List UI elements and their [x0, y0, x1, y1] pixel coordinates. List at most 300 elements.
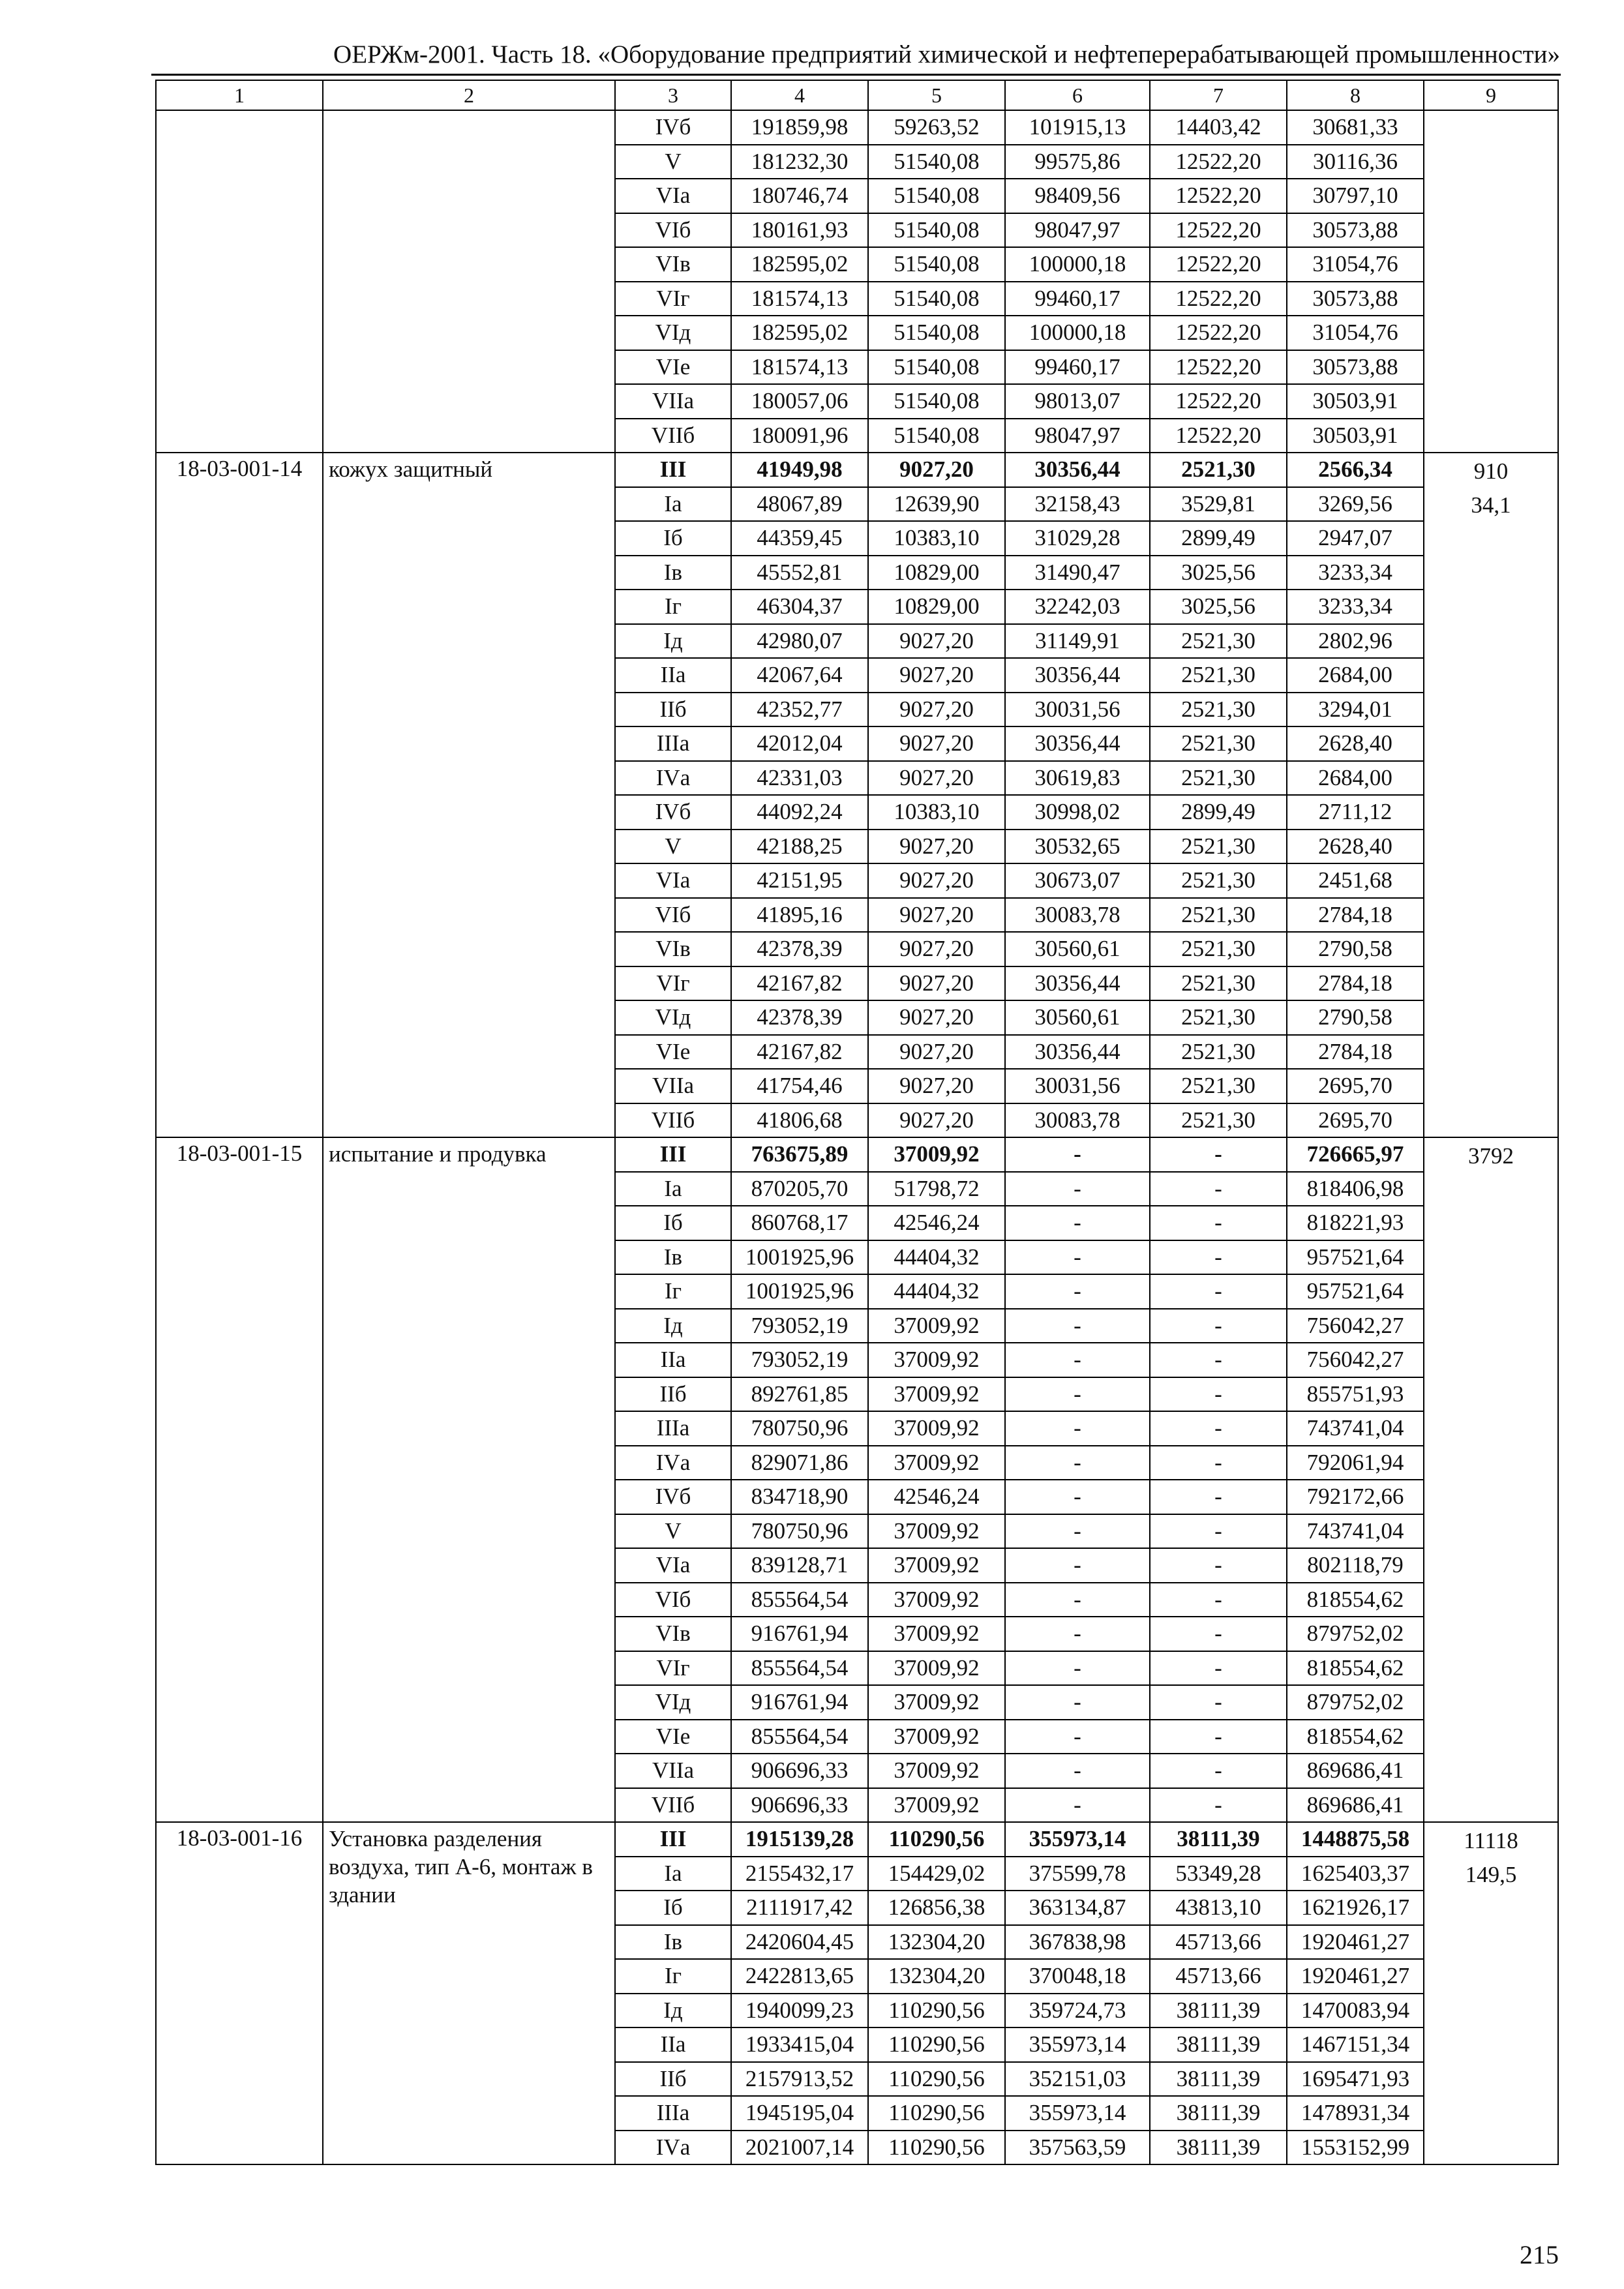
value-cell: 110290,56 — [868, 1822, 1005, 1857]
zone-cell: VIд — [615, 1685, 731, 1720]
value-cell: 892761,85 — [731, 1377, 868, 1412]
value-cell: 37009,92 — [868, 1548, 1005, 1583]
value-cell: 855564,54 — [731, 1720, 868, 1754]
value-cell: 30356,44 — [1005, 966, 1150, 1001]
zone-cell: III — [615, 453, 731, 487]
zone-cell: Iа — [615, 1857, 731, 1891]
zone-cell: VIб — [615, 213, 731, 248]
value-cell: 12522,20 — [1150, 247, 1287, 282]
value-cell: 38111,39 — [1150, 2027, 1287, 2062]
value-cell: - — [1150, 1754, 1287, 1788]
table-body — [156, 80, 1558, 2164]
value-cell: 42378,39 — [731, 1000, 868, 1035]
value-cell: 2521,30 — [1150, 761, 1287, 796]
value-cell: 829071,86 — [731, 1446, 868, 1480]
value-cell: - — [1005, 1172, 1150, 1206]
zone-cell: VIа — [615, 1548, 731, 1583]
value-cell: - — [1005, 1343, 1150, 1377]
value-cell: 98047,97 — [1005, 213, 1150, 248]
value-cell: 110290,56 — [868, 2062, 1005, 2097]
value-cell: 37009,92 — [868, 1685, 1005, 1720]
item-code — [156, 110, 323, 453]
value-cell: 132304,20 — [868, 1925, 1005, 1960]
value-cell: 42980,07 — [731, 624, 868, 659]
zone-cell: VIIб — [615, 419, 731, 453]
value-cell: 98013,07 — [1005, 384, 1150, 419]
value-cell: 818406,98 — [1287, 1172, 1424, 1206]
zone-cell: III — [615, 1137, 731, 1172]
value-cell: 30083,78 — [1005, 898, 1150, 933]
value-cell: 180057,06 — [731, 384, 868, 419]
value-cell: 31029,28 — [1005, 521, 1150, 556]
value-cell: 51540,08 — [868, 316, 1005, 350]
column-number: 1 — [156, 80, 323, 110]
value-cell: - — [1005, 1137, 1150, 1172]
value-cell: 99460,17 — [1005, 350, 1150, 385]
zone-cell: IIIа — [615, 726, 731, 761]
unit-value: 34,1 — [1471, 492, 1511, 518]
value-cell: 30503,91 — [1287, 384, 1424, 419]
value-cell: - — [1150, 1583, 1287, 1617]
value-cell: 1478931,34 — [1287, 2096, 1424, 2131]
value-cell: 42331,03 — [731, 761, 868, 796]
zone-cell: IVб — [615, 110, 731, 145]
value-cell: 2899,49 — [1150, 795, 1287, 830]
value-cell: 355973,14 — [1005, 1822, 1150, 1857]
value-cell: 31149,91 — [1005, 624, 1150, 659]
value-cell: 37009,92 — [868, 1137, 1005, 1172]
zone-cell: VIIа — [615, 384, 731, 419]
unit-value: 11118 — [1464, 1828, 1518, 1853]
value-cell: 869686,41 — [1287, 1754, 1424, 1788]
value-cell: 10383,10 — [868, 795, 1005, 830]
page-number: 215 — [1520, 2240, 1559, 2269]
value-cell: - — [1005, 1651, 1150, 1686]
value-cell: 181232,30 — [731, 145, 868, 179]
value-cell: 37009,92 — [868, 1583, 1005, 1617]
value-cell: 110290,56 — [868, 2096, 1005, 2131]
value-cell: - — [1005, 1720, 1150, 1754]
value-cell: - — [1005, 1309, 1150, 1343]
value-cell: 12522,20 — [1150, 282, 1287, 316]
value-cell: 9027,20 — [868, 1035, 1005, 1070]
value-cell: 352151,03 — [1005, 2062, 1150, 2097]
value-cell: 30532,65 — [1005, 830, 1150, 864]
value-cell: 37009,92 — [868, 1446, 1005, 1480]
zone-cell: VIа — [615, 863, 731, 898]
value-cell: 879752,02 — [1287, 1685, 1424, 1720]
value-cell: 30560,61 — [1005, 1000, 1150, 1035]
value-cell: 30560,61 — [1005, 932, 1150, 966]
value-cell: 30797,10 — [1287, 179, 1424, 213]
value-cell: 31490,47 — [1005, 556, 1150, 590]
value-cell: 30673,07 — [1005, 863, 1150, 898]
value-cell: - — [1150, 1377, 1287, 1412]
value-cell: 37009,92 — [868, 1651, 1005, 1686]
zone-cell: Iд — [615, 624, 731, 659]
zone-cell: VIв — [615, 932, 731, 966]
value-cell: - — [1005, 1685, 1150, 1720]
value-cell: 2521,30 — [1150, 453, 1287, 487]
unit-cell — [1424, 1137, 1558, 1822]
zone-cell: VIа — [615, 179, 731, 213]
value-cell: 32158,43 — [1005, 487, 1150, 522]
zone-cell: IIа — [615, 1343, 731, 1377]
value-cell: 780750,96 — [731, 1514, 868, 1549]
value-cell: 1625403,37 — [1287, 1857, 1424, 1891]
value-cell: 370048,18 — [1005, 1959, 1150, 1994]
value-cell: 12522,20 — [1150, 384, 1287, 419]
value-cell: 110290,56 — [868, 2027, 1005, 2062]
value-cell: 763675,89 — [731, 1137, 868, 1172]
value-cell: 42188,25 — [731, 830, 868, 864]
value-cell: 2021007,14 — [731, 2131, 868, 2165]
zone-cell: IIIа — [615, 2096, 731, 2131]
column-number: 5 — [868, 80, 1005, 110]
value-cell: - — [1005, 1514, 1150, 1549]
value-cell: 98047,97 — [1005, 419, 1150, 453]
value-cell: 30083,78 — [1005, 1103, 1150, 1138]
zone-cell: Iа — [615, 1172, 731, 1206]
value-cell: 818554,62 — [1287, 1583, 1424, 1617]
value-cell: 51798,72 — [868, 1172, 1005, 1206]
value-cell: 2790,58 — [1287, 1000, 1424, 1035]
zone-cell: Iб — [615, 1891, 731, 1925]
value-cell: - — [1005, 1240, 1150, 1275]
value-cell: 44404,32 — [868, 1274, 1005, 1309]
unit-cell — [1424, 110, 1558, 453]
value-cell: 1920461,27 — [1287, 1925, 1424, 1960]
value-cell: 3233,34 — [1287, 590, 1424, 624]
value-cell: 51540,08 — [868, 179, 1005, 213]
value-cell: - — [1005, 1446, 1150, 1480]
value-cell: 2521,30 — [1150, 966, 1287, 1001]
value-cell: - — [1150, 1206, 1287, 1240]
value-cell: 855564,54 — [731, 1651, 868, 1686]
value-cell: 30681,33 — [1287, 110, 1424, 145]
zone-cell: VIб — [615, 1583, 731, 1617]
value-cell: 37009,92 — [868, 1309, 1005, 1343]
value-cell: - — [1150, 1137, 1287, 1172]
value-cell: - — [1150, 1309, 1287, 1343]
unit-cell — [1424, 1822, 1558, 2164]
value-cell: - — [1005, 1377, 1150, 1412]
value-cell: 855564,54 — [731, 1583, 868, 1617]
column-number: 9 — [1424, 80, 1558, 110]
value-cell: 37009,92 — [868, 1720, 1005, 1754]
item-name — [323, 110, 615, 453]
value-cell: 793052,19 — [731, 1309, 868, 1343]
value-cell: 2155432,17 — [731, 1857, 868, 1891]
value-cell: 38111,39 — [1150, 2096, 1287, 2131]
value-cell: 2695,70 — [1287, 1103, 1424, 1138]
value-cell: 10383,10 — [868, 521, 1005, 556]
value-cell: 30031,56 — [1005, 1069, 1150, 1103]
value-cell: - — [1150, 1720, 1287, 1754]
value-cell: 792061,94 — [1287, 1446, 1424, 1480]
value-cell: 855751,93 — [1287, 1377, 1424, 1412]
value-cell: 2695,70 — [1287, 1069, 1424, 1103]
unit-value: 3792 — [1468, 1143, 1514, 1169]
value-cell: 9027,20 — [868, 966, 1005, 1001]
value-cell: 44404,32 — [868, 1240, 1005, 1275]
value-cell: - — [1150, 1548, 1287, 1583]
zone-cell: IIа — [615, 2027, 731, 2062]
value-cell: 30998,02 — [1005, 795, 1150, 830]
value-cell: - — [1005, 1617, 1150, 1651]
zone-cell: IVа — [615, 1446, 731, 1480]
column-number: 3 — [615, 80, 731, 110]
value-cell: 2521,30 — [1150, 932, 1287, 966]
value-cell: 957521,64 — [1287, 1274, 1424, 1309]
value-cell: 2521,30 — [1150, 693, 1287, 727]
value-cell: 31054,76 — [1287, 316, 1424, 350]
value-cell: 957521,64 — [1287, 1240, 1424, 1275]
value-cell: 9027,20 — [868, 1103, 1005, 1138]
value-cell: 30573,88 — [1287, 350, 1424, 385]
value-cell: 9027,20 — [868, 693, 1005, 727]
value-cell: 181574,13 — [731, 282, 868, 316]
header-rule — [151, 74, 1561, 76]
zone-cell: Iг — [615, 590, 731, 624]
value-cell: - — [1150, 1651, 1287, 1686]
value-cell: 802118,79 — [1287, 1548, 1424, 1583]
value-cell: 180161,93 — [731, 213, 868, 248]
value-cell: 834718,90 — [731, 1480, 868, 1514]
value-cell: 53349,28 — [1150, 1857, 1287, 1891]
value-cell: 367838,98 — [1005, 1925, 1150, 1960]
zone-cell: VIIа — [615, 1069, 731, 1103]
value-cell: 743741,04 — [1287, 1514, 1424, 1549]
value-cell: 1940099,23 — [731, 1994, 868, 2028]
value-cell: 191859,98 — [731, 110, 868, 145]
zone-cell: VIг — [615, 966, 731, 1001]
column-number: 2 — [323, 80, 615, 110]
value-cell: 2521,30 — [1150, 1000, 1287, 1035]
value-cell: 42352,77 — [731, 693, 868, 727]
value-cell: 42546,24 — [868, 1206, 1005, 1240]
value-cell: 9027,20 — [868, 1069, 1005, 1103]
value-cell: 9027,20 — [868, 830, 1005, 864]
value-cell: 37009,92 — [868, 1411, 1005, 1446]
value-cell: 38111,39 — [1150, 1822, 1287, 1857]
value-cell: 182595,02 — [731, 247, 868, 282]
zone-cell: V — [615, 830, 731, 864]
unit-value: 149,5 — [1465, 1862, 1517, 1887]
value-cell: 42378,39 — [731, 932, 868, 966]
value-cell: 42167,82 — [731, 1035, 868, 1070]
column-number: 6 — [1005, 80, 1150, 110]
value-cell: 98409,56 — [1005, 179, 1150, 213]
value-cell: - — [1005, 1788, 1150, 1823]
value-cell: 363134,87 — [1005, 1891, 1150, 1925]
value-cell: 37009,92 — [868, 1617, 1005, 1651]
zone-cell: III — [615, 1822, 731, 1857]
item-name: испытание и продувка — [323, 1137, 615, 1822]
value-cell: 1467151,34 — [1287, 2027, 1424, 2062]
value-cell: 2628,40 — [1287, 726, 1424, 761]
value-cell: 41949,98 — [731, 453, 868, 487]
value-cell: 743741,04 — [1287, 1411, 1424, 1446]
value-cell: - — [1005, 1480, 1150, 1514]
column-number: 4 — [731, 80, 868, 110]
zone-cell: V — [615, 145, 731, 179]
value-cell: - — [1005, 1411, 1150, 1446]
value-cell: 12522,20 — [1150, 213, 1287, 248]
table-row — [156, 110, 1558, 145]
value-cell: 154429,02 — [868, 1857, 1005, 1891]
value-cell: 2802,96 — [1287, 624, 1424, 659]
value-cell: 2521,30 — [1150, 658, 1287, 693]
value-cell: 30356,44 — [1005, 1035, 1150, 1070]
zone-cell: VIв — [615, 1617, 731, 1651]
value-cell: 9027,20 — [868, 761, 1005, 796]
zone-cell: IVб — [615, 795, 731, 830]
item-code: 18-03-001-16 — [156, 1822, 323, 2164]
zone-cell: VIIб — [615, 1103, 731, 1138]
value-cell: 182595,02 — [731, 316, 868, 350]
zone-cell: IIб — [615, 2062, 731, 2097]
value-cell: - — [1150, 1343, 1287, 1377]
value-cell: 132304,20 — [868, 1959, 1005, 1994]
value-cell: 51540,08 — [868, 213, 1005, 248]
value-cell: 51540,08 — [868, 282, 1005, 316]
unit-value: 910 — [1473, 458, 1509, 484]
value-cell: 43813,10 — [1150, 1891, 1287, 1925]
value-cell: - — [1150, 1240, 1287, 1275]
value-cell: 1945195,04 — [731, 2096, 868, 2131]
value-cell: - — [1005, 1583, 1150, 1617]
zone-cell: VIд — [615, 1000, 731, 1035]
value-cell: 9027,20 — [868, 932, 1005, 966]
value-cell: - — [1150, 1411, 1287, 1446]
value-cell: 2711,12 — [1287, 795, 1424, 830]
value-cell: 3269,56 — [1287, 487, 1424, 522]
value-cell: 181574,13 — [731, 350, 868, 385]
price-table — [155, 80, 1559, 2165]
value-cell: 10829,00 — [868, 556, 1005, 590]
zone-cell: Iв — [615, 556, 731, 590]
item-name: Установка разделения воздуха, тип А-6, монтаж в здании — [323, 1822, 615, 2164]
value-cell: 46304,37 — [731, 590, 868, 624]
value-cell: 180091,96 — [731, 419, 868, 453]
value-cell: 756042,27 — [1287, 1309, 1424, 1343]
value-cell: 1470083,94 — [1287, 1994, 1424, 2028]
zone-cell: IIб — [615, 693, 731, 727]
value-cell: 9027,20 — [868, 624, 1005, 659]
value-cell: 3025,56 — [1150, 590, 1287, 624]
zone-cell: IVа — [615, 761, 731, 796]
value-cell: 30356,44 — [1005, 453, 1150, 487]
value-cell: 30356,44 — [1005, 658, 1150, 693]
value-cell: 2947,07 — [1287, 521, 1424, 556]
zone-cell: Iг — [615, 1274, 731, 1309]
value-cell: 2899,49 — [1150, 521, 1287, 556]
value-cell: 32242,03 — [1005, 590, 1150, 624]
value-cell: 110290,56 — [868, 2131, 1005, 2165]
value-cell: 9027,20 — [868, 1000, 1005, 1035]
value-cell: 1621926,17 — [1287, 1891, 1424, 1925]
value-cell: 839128,71 — [731, 1548, 868, 1583]
value-cell: 879752,02 — [1287, 1617, 1424, 1651]
value-cell: 906696,33 — [731, 1788, 868, 1823]
zone-cell: VIг — [615, 1651, 731, 1686]
value-cell: 110290,56 — [868, 1994, 1005, 2028]
value-cell: 860768,17 — [731, 1206, 868, 1240]
unit-cell — [1424, 453, 1558, 1137]
value-cell: 99460,17 — [1005, 282, 1150, 316]
value-cell: 2521,30 — [1150, 1103, 1287, 1138]
value-cell: 38111,39 — [1150, 1994, 1287, 2028]
value-cell: 1920461,27 — [1287, 1959, 1424, 1994]
value-cell: 2521,30 — [1150, 863, 1287, 898]
value-cell: 916761,94 — [731, 1617, 868, 1651]
value-cell: - — [1005, 1274, 1150, 1309]
value-cell: 3233,34 — [1287, 556, 1424, 590]
value-cell: 2521,30 — [1150, 624, 1287, 659]
value-cell: 2521,30 — [1150, 830, 1287, 864]
value-cell: 37009,92 — [868, 1754, 1005, 1788]
value-cell: 9027,20 — [868, 863, 1005, 898]
value-cell: 44359,45 — [731, 521, 868, 556]
value-cell: 818554,62 — [1287, 1720, 1424, 1754]
value-cell: - — [1005, 1548, 1150, 1583]
value-cell: - — [1150, 1617, 1287, 1651]
value-cell: 9027,20 — [868, 898, 1005, 933]
zone-cell: VIе — [615, 1035, 731, 1070]
column-number: 7 — [1150, 80, 1287, 110]
value-cell: 2451,68 — [1287, 863, 1424, 898]
value-cell: 30573,88 — [1287, 213, 1424, 248]
value-cell: 42151,95 — [731, 863, 868, 898]
value-cell: 45713,66 — [1150, 1925, 1287, 1960]
value-cell: 14403,42 — [1150, 110, 1287, 145]
value-cell: 12522,20 — [1150, 419, 1287, 453]
value-cell: 12522,20 — [1150, 316, 1287, 350]
table-row — [156, 1137, 1558, 1172]
value-cell: 37009,92 — [868, 1514, 1005, 1549]
value-cell: 726665,97 — [1287, 1137, 1424, 1172]
value-cell: 30031,56 — [1005, 693, 1150, 727]
zone-cell: Iв — [615, 1925, 731, 1960]
zone-cell: IIIа — [615, 1411, 731, 1446]
value-cell: 3294,01 — [1287, 693, 1424, 727]
zone-cell: IIа — [615, 658, 731, 693]
value-cell: 100000,18 — [1005, 247, 1150, 282]
zone-cell: VIг — [615, 282, 731, 316]
value-cell: 2784,18 — [1287, 1035, 1424, 1070]
value-cell: 51540,08 — [868, 384, 1005, 419]
zone-cell: VIб — [615, 898, 731, 933]
value-cell: 1001925,96 — [731, 1240, 868, 1275]
zone-cell: VIе — [615, 350, 731, 385]
value-cell: - — [1150, 1446, 1287, 1480]
zone-cell: IVа — [615, 2131, 731, 2165]
value-cell: 870205,70 — [731, 1172, 868, 1206]
zone-cell: V — [615, 1514, 731, 1549]
value-cell: 357563,59 — [1005, 2131, 1150, 2165]
value-cell: 2521,30 — [1150, 1069, 1287, 1103]
value-cell: - — [1150, 1514, 1287, 1549]
value-cell: 30619,83 — [1005, 761, 1150, 796]
value-cell: 37009,92 — [868, 1788, 1005, 1823]
item-code: 18-03-001-15 — [156, 1137, 323, 1822]
zone-cell: VIе — [615, 1720, 731, 1754]
zone-cell: IVб — [615, 1480, 731, 1514]
column-number-row — [156, 80, 1558, 110]
value-cell: 780750,96 — [731, 1411, 868, 1446]
value-cell: 41895,16 — [731, 898, 868, 933]
